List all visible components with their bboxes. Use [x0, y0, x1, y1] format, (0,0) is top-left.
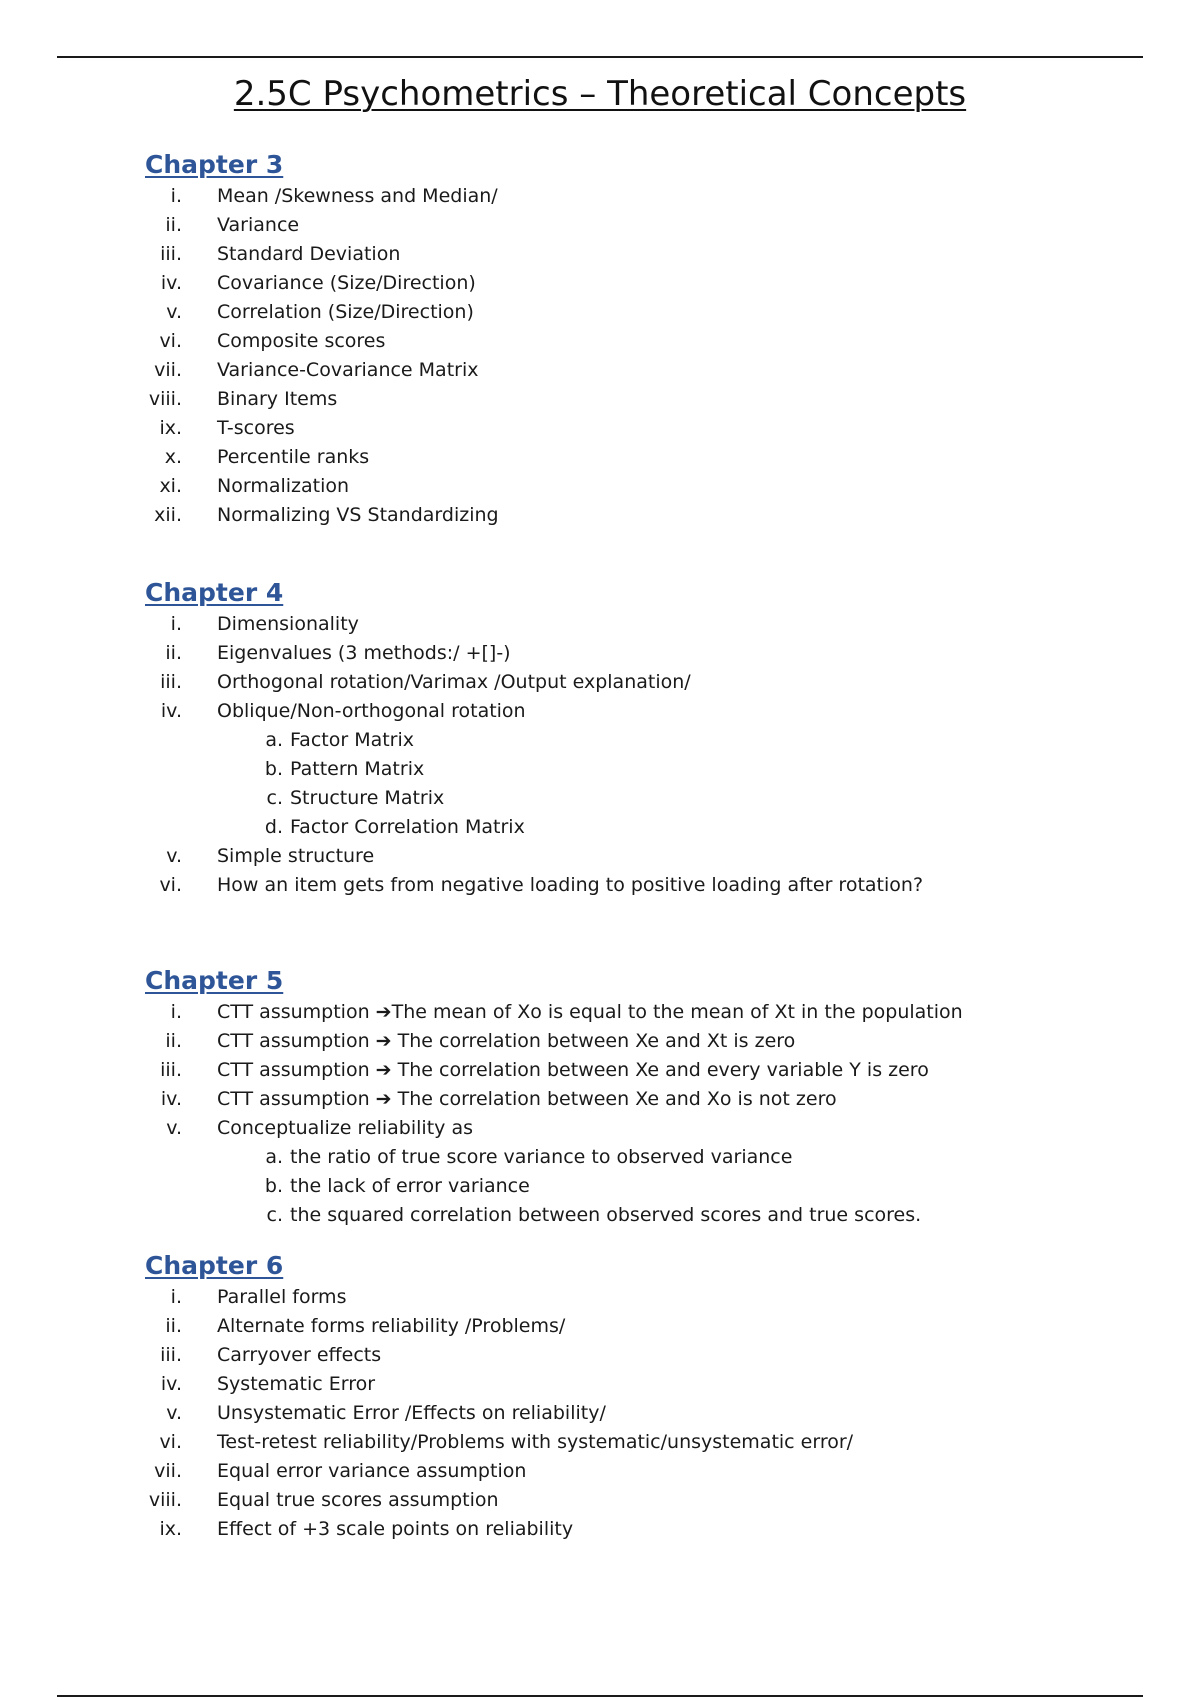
sub-list-item-text: Factor Correlation Matrix — [290, 816, 525, 838]
list-item — [145, 1457, 1145, 1486]
sub-list-item — [145, 813, 1145, 842]
sub-list-item-letter: c. — [266, 1204, 283, 1226]
list-item-number: vi. — [159, 1431, 182, 1453]
list-item-number: iv. — [160, 700, 182, 722]
list-item-number: i. — [170, 1001, 182, 1023]
list-item-number: iii. — [160, 1344, 182, 1366]
list-item-text: Variance — [217, 214, 300, 236]
sub-list-item — [145, 784, 1145, 813]
list-item-number: ii. — [165, 1030, 182, 1052]
chapter-heading: Chapter 3 — [145, 150, 284, 179]
list-item — [145, 998, 1145, 1027]
chapter-section — [145, 576, 1145, 900]
list-item — [145, 298, 1145, 327]
list-item — [145, 1399, 1145, 1428]
list-item-text: Binary Items — [217, 388, 338, 410]
list-item — [145, 443, 1145, 472]
sub-list-item-letter: b. — [264, 758, 283, 780]
sub-list-item-letter: d. — [264, 816, 283, 838]
list-item-number: i. — [170, 1286, 182, 1308]
list-item — [145, 1027, 1145, 1056]
list-item-text: Carryover effects — [217, 1344, 382, 1366]
list-item-number: v. — [166, 301, 182, 323]
list-item-text: Oblique/Non-orthogonal rotation — [217, 700, 526, 722]
list-item — [145, 356, 1145, 385]
list-item-number: ix. — [159, 1518, 182, 1540]
sub-list-item-letter: c. — [266, 787, 283, 809]
sub-list-item-text: the ratio of true score variance to observed variance — [290, 1146, 793, 1168]
list-item-number: iv. — [160, 1088, 182, 1110]
list-item-number: viii. — [148, 1489, 182, 1511]
list-item — [145, 1283, 1145, 1312]
list-item-text: CTT assumption ➔The mean of Xo is equal to the mean of Xt in the population — [217, 1001, 963, 1023]
list-item-text: Normalization — [217, 475, 350, 497]
list-item — [145, 385, 1145, 414]
list-item-text: CTT assumption ➔ The correlation between Xe and every variable Y is zero — [217, 1059, 929, 1081]
list-item-number: vi. — [159, 330, 182, 352]
list-item-number: v. — [166, 845, 182, 867]
list-item-number: xii. — [154, 504, 182, 526]
list-item-text: Composite scores — [217, 330, 386, 352]
sub-list-item — [145, 1172, 1145, 1201]
list-item-text: T-scores — [217, 417, 295, 439]
list-item-text: Unsystematic Error /Effects on reliability/ — [217, 1402, 606, 1424]
list-item-text: Normalizing VS Standardizing — [217, 504, 499, 526]
list-item — [145, 1114, 1145, 1143]
chapter-section — [145, 148, 1145, 530]
list-item-number: v. — [166, 1117, 182, 1139]
list-item-text: CTT assumption ➔ The correlation between Xe and Xo is not zero — [217, 1088, 837, 1110]
list-item-text: Effect of +3 scale points on reliability — [217, 1518, 574, 1540]
list-item-text: Test-retest reliability/Problems with systematic/unsystematic error/ — [217, 1431, 854, 1453]
sub-list-item-text: Structure Matrix — [290, 787, 445, 809]
list-item — [145, 1056, 1145, 1085]
list-item-text: Standard Deviation — [217, 243, 401, 265]
sub-list-item — [145, 1201, 1145, 1230]
list-item-text: Systematic Error — [217, 1373, 376, 1395]
document-title: 2.5C Psychometrics – Theoretical Concepts — [233, 74, 967, 114]
list-item — [145, 414, 1145, 443]
list-item-text: Eigenvalues (3 methods:/ +[]-) — [217, 642, 511, 664]
chapter-heading: Chapter 5 — [145, 966, 284, 995]
list-item — [145, 1428, 1145, 1457]
top-rule — [57, 56, 1143, 58]
bottom-rule — [57, 1695, 1143, 1697]
list-item — [145, 269, 1145, 298]
list-item — [145, 501, 1145, 530]
chapter-section — [145, 964, 1145, 1230]
list-item-text: Mean /Skewness and Median/ — [217, 185, 498, 207]
list-item — [145, 697, 1145, 726]
list-item-number: x. — [164, 446, 182, 468]
sub-list-item-letter: b. — [264, 1175, 283, 1197]
sub-list-item — [145, 755, 1145, 784]
list-item — [145, 240, 1145, 269]
list-item-text: Percentile ranks — [217, 446, 370, 468]
list-item-number: iii. — [160, 243, 182, 265]
list-item-text: Variance-Covariance Matrix — [217, 359, 479, 381]
list-item-number: vii. — [154, 359, 182, 381]
list-item-text: Covariance (Size/Direction) — [217, 272, 476, 294]
list-item-number: vii. — [154, 1460, 182, 1482]
list-item — [145, 871, 1145, 900]
list-item — [145, 1085, 1145, 1114]
chapter-section — [145, 1249, 1145, 1544]
list-item-text: Conceptualize reliability as — [217, 1117, 473, 1139]
list-item-number: ix. — [159, 417, 182, 439]
list-item-number: viii. — [148, 388, 182, 410]
list-item-number: iv. — [160, 1373, 182, 1395]
sub-list-item — [145, 726, 1145, 755]
sub-list-item-text: the lack of error variance — [290, 1175, 530, 1197]
list-item-text: Parallel forms — [217, 1286, 347, 1308]
list-item-number: i. — [170, 613, 182, 635]
list-item-number: ii. — [165, 1315, 182, 1337]
list-item-number: iii. — [160, 1059, 182, 1081]
list-item — [145, 842, 1145, 871]
chapter-heading: Chapter 6 — [145, 1251, 284, 1280]
sub-list-item-letter: a. — [265, 1146, 283, 1168]
list-item-text: Simple structure — [217, 845, 375, 867]
list-item-text: Equal error variance assumption — [217, 1460, 527, 1482]
list-item-text: Alternate forms reliability /Problems/ — [217, 1315, 566, 1337]
list-item — [145, 1312, 1145, 1341]
list-item — [145, 668, 1145, 697]
list-item-text: Equal true scores assumption — [217, 1489, 499, 1511]
list-item-number: xi. — [159, 475, 182, 497]
list-item — [145, 211, 1145, 240]
list-item-number: iv. — [160, 272, 182, 294]
list-item — [145, 327, 1145, 356]
list-item-number: vi. — [159, 874, 182, 896]
sub-list-item-text: the squared correlation between observed scores and true scores. — [290, 1204, 922, 1226]
list-item-text: Dimensionality — [217, 613, 359, 635]
chapter-heading: Chapter 4 — [145, 578, 284, 607]
list-item-text: Correlation (Size/Direction) — [217, 301, 474, 323]
list-item-text: How an item gets from negative loading to positive loading after rotation? — [217, 874, 924, 896]
sub-list-item — [145, 1143, 1145, 1172]
list-item — [145, 610, 1145, 639]
sub-list-item-text: Factor Matrix — [290, 729, 415, 751]
list-item — [145, 1486, 1145, 1515]
list-item-text: CTT assumption ➔ The correlation between Xe and Xt is zero — [217, 1030, 796, 1052]
list-item-number: iii. — [160, 671, 182, 693]
list-item — [145, 639, 1145, 668]
list-item-number: ii. — [165, 642, 182, 664]
list-item — [145, 1370, 1145, 1399]
sub-list-item-letter: a. — [265, 729, 283, 751]
list-item-number: ii. — [165, 214, 182, 236]
list-item-number: i. — [170, 185, 182, 207]
list-item — [145, 1515, 1145, 1544]
sub-list-item-text: Pattern Matrix — [290, 758, 425, 780]
list-item — [145, 472, 1145, 501]
list-item-number: v. — [166, 1402, 182, 1424]
list-item — [145, 1341, 1145, 1370]
list-item — [145, 182, 1145, 211]
list-item-text: Orthogonal rotation/Varimax /Output explanation/ — [217, 671, 691, 693]
